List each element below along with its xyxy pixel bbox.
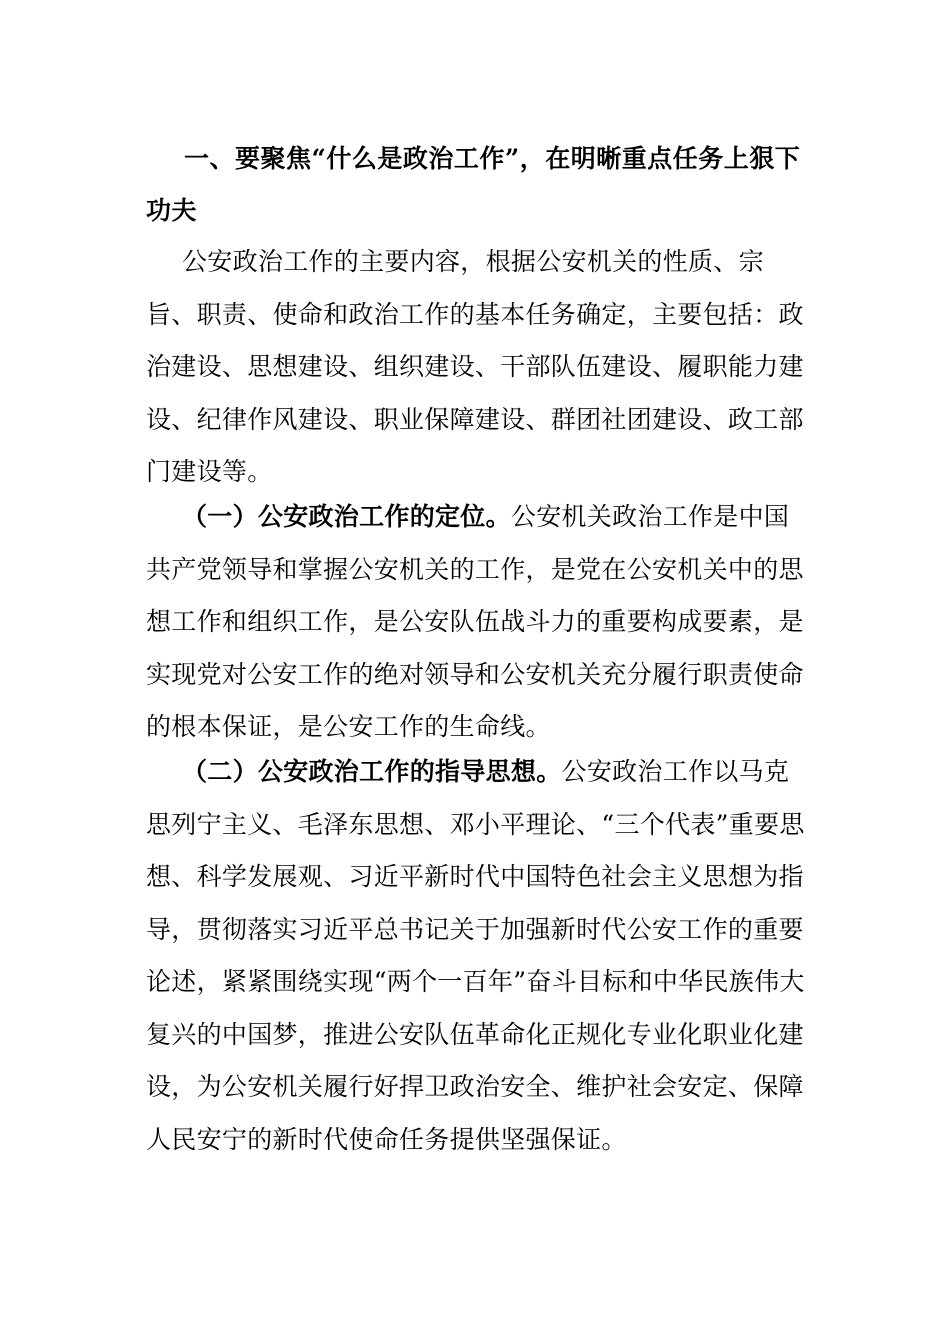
positioning-paragraph: [146, 491, 810, 754]
intro-paragraph: 公安政治工作的主要内容，根据公安机关的性质、宗旨、职责、使命和政治工作的基本任务确定，主要包括：政治建设、思想建设、组织建设、干部队伍建设、履职能力建设、纪律作风建设、职业保障建设、群团社团建设、政工部门建设等。: [146, 247, 804, 486]
positioning-lead: （一）公安政治工作的定位。: [182, 502, 511, 531]
guiding-thought-body: 公安政治工作以马克思列宁主义、毛泽东思想、邓小平理论、“三个代表”重要思想、科学发展观、习近平新时代中国特色社会主义思想为指导，贯彻落实习近平总书记关于加强新时代公安工作的重要论述，紧紧围绕实现“两个一百年”奋斗目标和中华民族伟大复兴的中国梦，推进公安队伍革命化正规化专业化职业化建设，为公安机关履行好捍卫政治安全、维护社会安定、保障人民安宁的新时代使命任务提供坚强保证。: [146, 757, 805, 1154]
section-heading: 一、要聚焦“什么是政治工作”，在明晰重点任务上狠下功夫: [146, 144, 801, 225]
positioning-body: 公安机关政治工作是中国共产党领导和掌握公安机关的工作，是党在公安机关中的思想工作和组织工作，是公安队伍战斗力的重要构成要素，是实现党对公安工作的绝对领导和公安机关充分履行职责使命的根本保证，是公安工作的生命线。: [146, 502, 804, 741]
guiding-thought-lead: （二）公安政治工作的指导思想。: [182, 757, 562, 786]
guiding-thought-paragraph: [146, 746, 810, 1166]
